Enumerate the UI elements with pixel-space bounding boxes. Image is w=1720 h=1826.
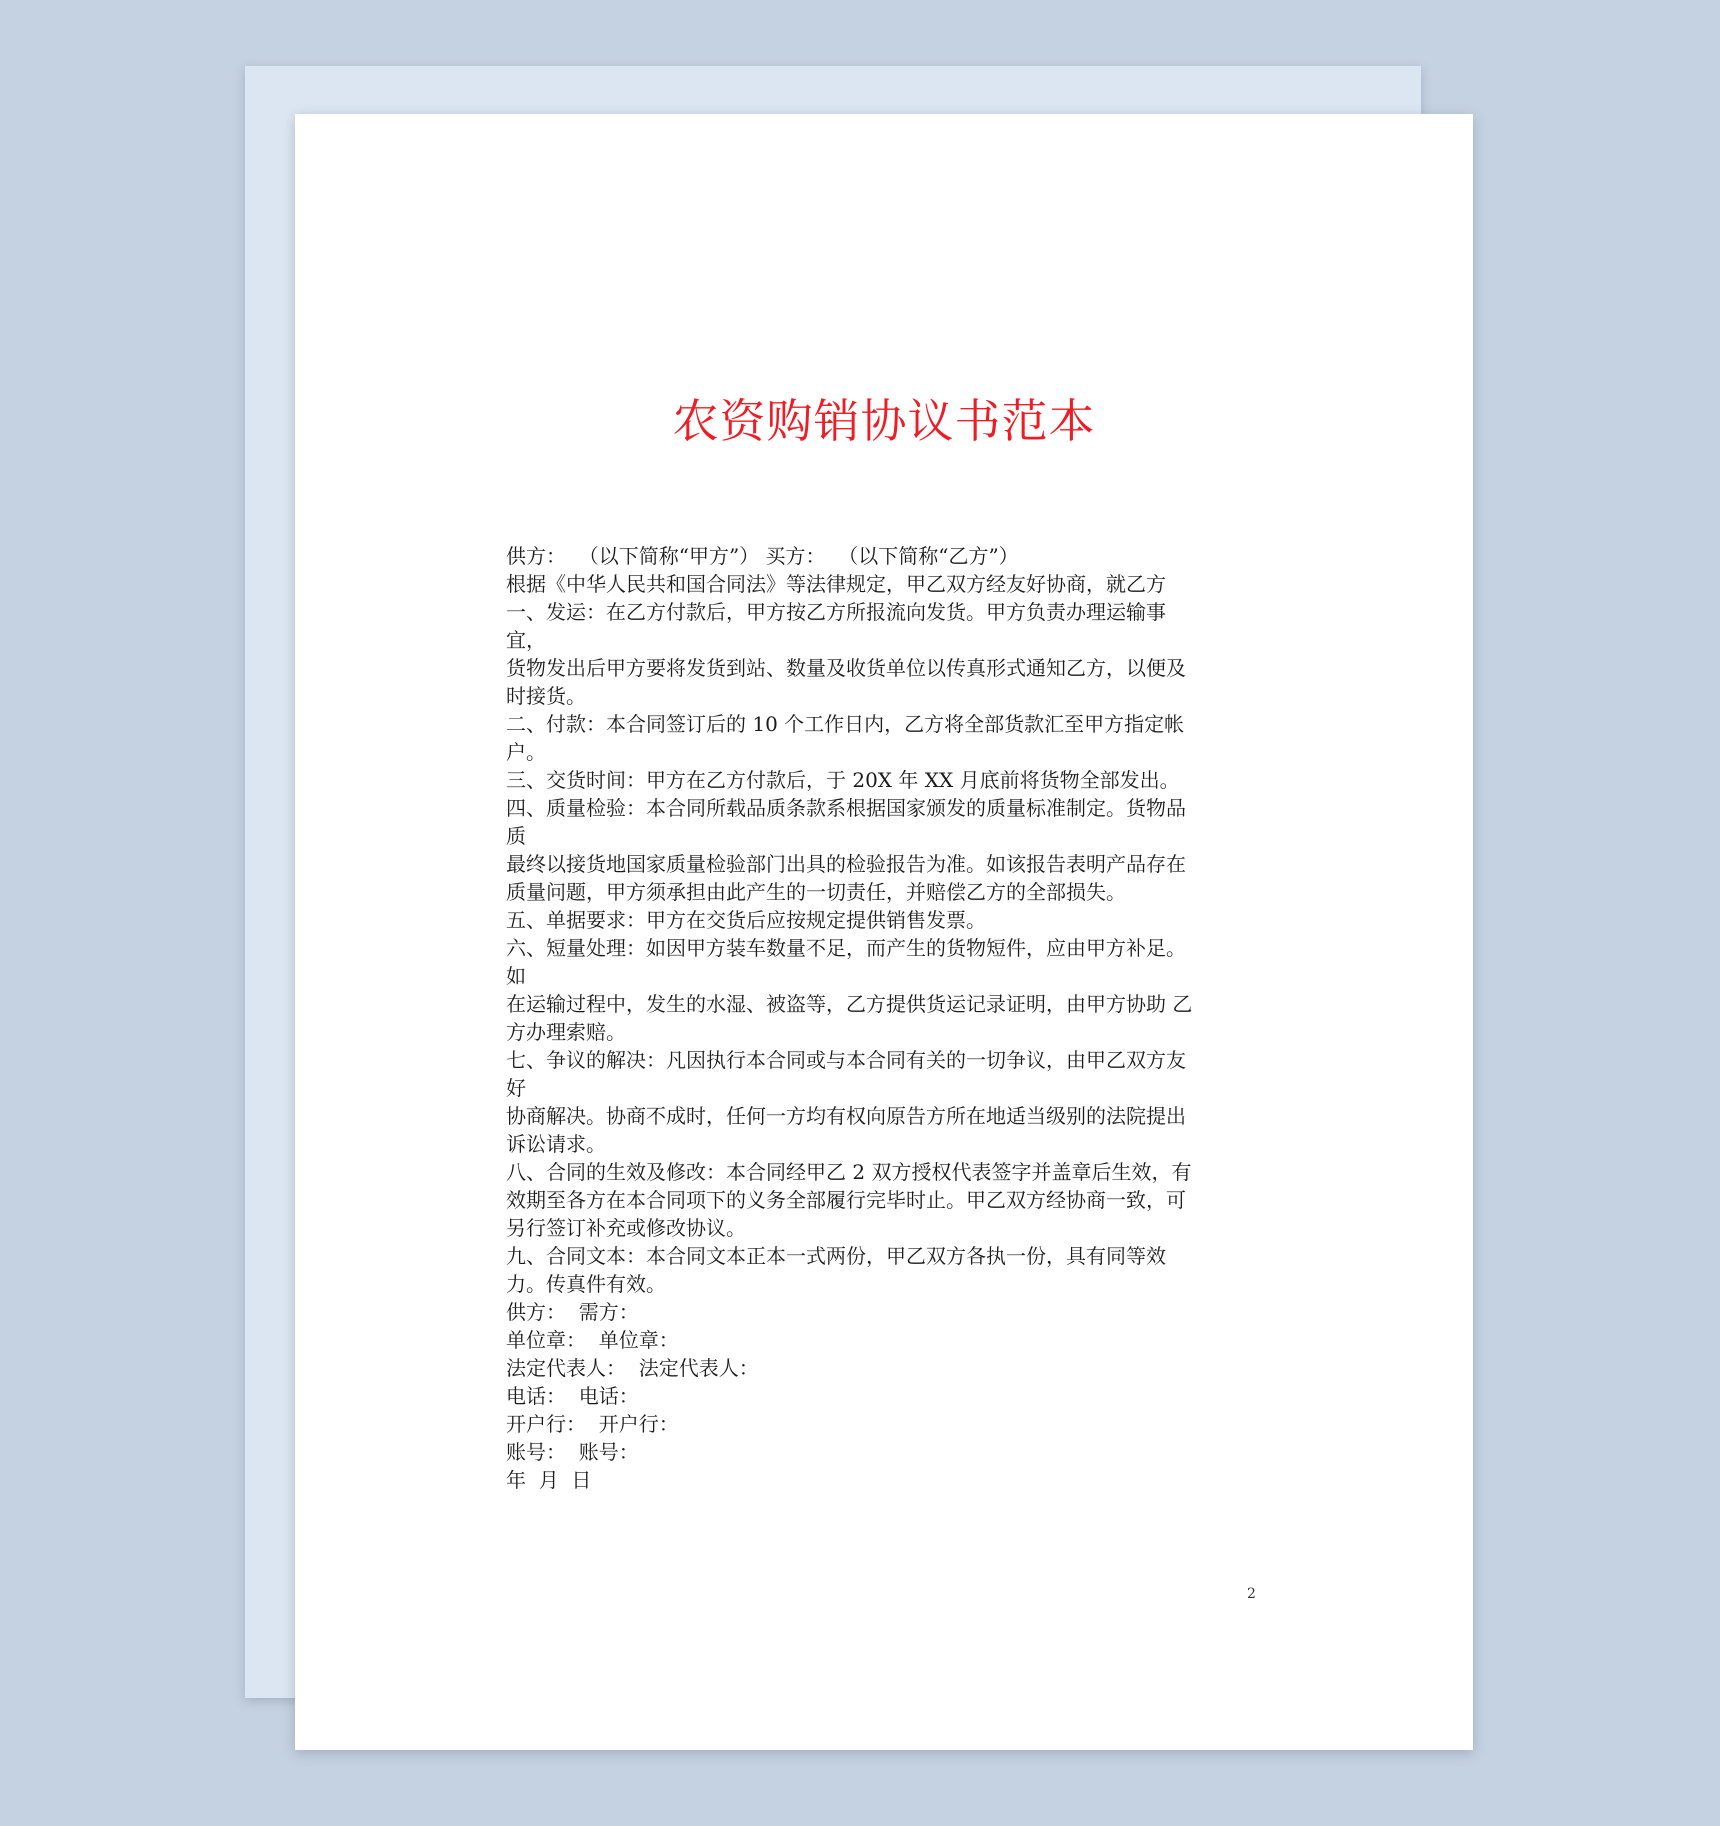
text-line: 供方： （以下简称“甲方”） 买方： （以下简称“乙方”） bbox=[506, 544, 1019, 568]
text-line: 协商解决。协商不成时，任何一方均有权向原告方所在地适当级别的法院提出 bbox=[506, 1104, 1186, 1128]
text-line: 户。 bbox=[506, 740, 546, 764]
text-line: 四、质量检验：本合同所载品质条款系根据国家颁发的质量标准制定。货物品 bbox=[506, 796, 1186, 820]
text-line: 效期至各方在本合同项下的义务全部履行完毕时止。甲乙双方经协商一致，可 bbox=[506, 1188, 1186, 1212]
text-line: 另行签订补充或修改协议。 bbox=[506, 1216, 746, 1240]
text-line: 账号： 账号： bbox=[506, 1440, 639, 1464]
text-line: 如 bbox=[506, 964, 526, 988]
text-line: 九、合同文本：本合同文本正本一式两份，甲乙双方各执一份，具有同等效 bbox=[506, 1244, 1166, 1268]
text-line: 宜， bbox=[506, 628, 546, 652]
text-line: 一、发运：在乙方付款后，甲方按乙方所报流向发货。甲方负责办理运输事 bbox=[506, 600, 1166, 624]
text-line: 八、合同的生效及修改：本合同经甲乙 2 双方授权代表签字并盖章后生效，有 bbox=[506, 1160, 1192, 1184]
text-line: 六、短量处理：如因甲方装车数量不足，而产生的货物短件，应由甲方补足。 bbox=[506, 936, 1186, 960]
text-line: 货物发出后甲方要将发货到站、数量及收货单位以传真形式通知乙方，以便及 bbox=[506, 656, 1186, 680]
document-title: 农资购销协议书范本 bbox=[672, 394, 1096, 448]
text-line: 好 bbox=[506, 1076, 526, 1100]
text-line: 单位章： 单位章： bbox=[506, 1328, 679, 1352]
text-line: 最终以接货地国家质量检验部门出具的检验报告为准。如该报告表明产品存在 bbox=[506, 852, 1186, 876]
text-line: 根据《中华人民共和国合同法》等法律规定，甲乙双方经友好协商，就乙方 bbox=[506, 572, 1166, 596]
text-line: 在运输过程中，发生的水湿、被盗等，乙方提供货运记录证明，由甲方协助 乙 bbox=[506, 992, 1193, 1016]
text-line: 法定代表人： 法定代表人： bbox=[506, 1356, 759, 1380]
text-line: 力。传真件有效。 bbox=[506, 1272, 666, 1296]
text-line: 三、交货时间：甲方在乙方付款后，于 20X 年 XX 月底前将货物全部发出。 bbox=[506, 768, 1180, 792]
text-line: 方办理索赔。 bbox=[506, 1020, 626, 1044]
text-line: 诉讼请求。 bbox=[506, 1132, 606, 1156]
text-line: 时接货。 bbox=[506, 684, 586, 708]
text-line: 七、争议的解决：凡因执行本合同或与本合同有关的一切争议，由甲乙双方友 bbox=[506, 1048, 1186, 1072]
page-number: 2 bbox=[1247, 1586, 1256, 1602]
text-line: 质 bbox=[506, 824, 526, 848]
document-page bbox=[295, 114, 1473, 1750]
text-line: 电话： 电话： bbox=[506, 1384, 639, 1408]
text-line: 开户行： 开户行： bbox=[506, 1412, 679, 1436]
text-line: 供方： 需方： bbox=[506, 1300, 639, 1324]
text-line: 二、付款：本合同签订后的 10 个工作日内，乙方将全部货款汇至甲方指定帐 bbox=[506, 712, 1185, 736]
text-line: 年 月 日 bbox=[506, 1468, 592, 1492]
text-line: 质量问题，甲方须承担由此产生的一切责任，并赔偿乙方的全部损失。 bbox=[506, 880, 1126, 904]
document-body bbox=[506, 542, 1266, 1494]
text-line: 五、单据要求：甲方在交货后应按规定提供销售发票。 bbox=[506, 908, 986, 932]
